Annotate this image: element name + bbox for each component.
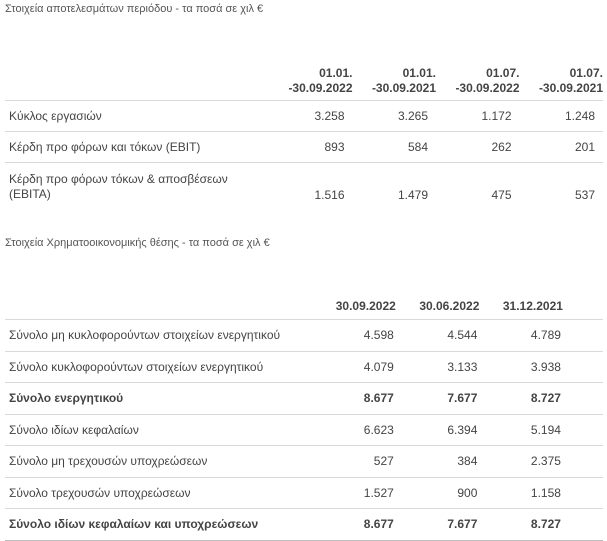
row-value: 384 <box>396 446 480 478</box>
row-value: 3.258 <box>269 101 353 132</box>
income-header-spacer <box>5 52 269 101</box>
row-value: 3.265 <box>353 101 437 132</box>
row-value: 4.598 <box>312 320 396 352</box>
header-line-2: -30.09.2022 <box>455 81 520 95</box>
row-value: 3.133 <box>396 351 480 383</box>
row-value: 201 <box>520 132 604 163</box>
table-row <box>5 446 603 478</box>
row-value: 475 <box>436 163 520 211</box>
balance-header-col-1: 30.09.2022 <box>335 299 396 313</box>
balance-header-col-2: 30.06.2022 <box>419 299 480 313</box>
income-header-col-2 <box>353 52 437 101</box>
header-line-1: 01.07. <box>569 66 603 80</box>
row-label: Σύνολο μη τρεχουσών υποχρεώσεων <box>5 446 312 478</box>
row-pad <box>563 383 603 415</box>
row-label: Κέρδη προ φόρων και τόκων (EBIT) <box>5 132 269 163</box>
header-line-2: -30.09.2021 <box>538 81 603 95</box>
row-value: 537 <box>520 163 604 211</box>
row-value: 584 <box>353 132 437 163</box>
row-value: 7.677 <box>396 383 480 415</box>
row-value: 1.479 <box>353 163 437 211</box>
row-value: 6.623 <box>312 414 396 446</box>
row-label: Σύνολο ενεργητικού <box>5 383 312 415</box>
row-pad <box>563 320 603 352</box>
income-table <box>5 52 603 210</box>
income-header-row <box>5 52 603 101</box>
row-value: 1.248 <box>520 101 604 132</box>
row-label: Σύνολο μη κυκλοφορούντων στοιχείων ενεργητικού <box>5 320 312 352</box>
row-value: 893 <box>269 132 353 163</box>
row-value: 262 <box>436 132 520 163</box>
row-value: 1.172 <box>436 101 520 132</box>
row-value: 4.079 <box>312 351 396 383</box>
row-value: 8.727 <box>479 509 563 541</box>
table-row-total <box>5 509 603 541</box>
balance-header-spacer <box>5 283 312 320</box>
header-line-1: 01.01. <box>319 66 353 80</box>
balance-header-row <box>5 283 603 320</box>
income-header-col-1 <box>269 52 353 101</box>
row-value: 8.677 <box>312 509 396 541</box>
row-value: 3.938 <box>479 351 563 383</box>
row-value: 8.727 <box>479 383 563 415</box>
header-line-1: 01.07. <box>486 66 520 80</box>
row-value: 5.194 <box>479 414 563 446</box>
row-pad <box>563 446 603 478</box>
header-line-2: -30.09.2021 <box>371 81 436 95</box>
row-value: 900 <box>396 477 480 509</box>
header-line-2: -30.09.2022 <box>288 81 353 95</box>
row-label: Κέρδη προ φόρων τόκων & αποσβέσεων (EBITA) <box>5 163 269 211</box>
table-row <box>5 320 603 352</box>
table-row <box>5 477 603 509</box>
row-pad <box>563 477 603 509</box>
header-line-1: 01.01. <box>402 66 436 80</box>
income-header-col-4 <box>520 52 604 101</box>
table-row <box>5 351 603 383</box>
row-value: 6.394 <box>396 414 480 446</box>
row-label: Σύνολο ιδίων κεφαλαίων και υποχρεώσεων <box>5 509 312 541</box>
row-label: Κύκλος εργασιών <box>5 101 269 132</box>
table-row <box>5 132 603 163</box>
row-label: Σύνολο ιδίων κεφαλαίων <box>5 414 312 446</box>
balance-header-col-3: 31.12.2021 <box>502 299 563 313</box>
table-row-total <box>5 383 603 415</box>
balance-caption: Στοιχεία Χρηματοοικονομικής θέσης - τα ποσά σε χιλ € <box>5 237 270 249</box>
row-label: Σύνολο κυκλοφορούντων στοιχείων ενεργητικού <box>5 351 312 383</box>
row-value: 2.375 <box>479 446 563 478</box>
row-pad <box>563 509 603 541</box>
row-value: 1.516 <box>269 163 353 211</box>
table-row <box>5 163 603 211</box>
row-value: 1.527 <box>312 477 396 509</box>
row-value: 527 <box>312 446 396 478</box>
balance-header-pad <box>563 283 603 320</box>
income-caption: Στοιχεία αποτελεσμάτων περιόδου - τα ποσά σε χιλ € <box>5 3 264 15</box>
row-value: 1.158 <box>479 477 563 509</box>
row-pad <box>563 351 603 383</box>
row-pad <box>563 414 603 446</box>
row-value: 8.677 <box>312 383 396 415</box>
row-value: 7.677 <box>396 509 480 541</box>
row-value: 4.544 <box>396 320 480 352</box>
table-row <box>5 101 603 132</box>
balance-table <box>5 283 603 541</box>
row-label: Σύνολο τρεχουσών υποχρεώσεων <box>5 477 312 509</box>
row-value: 4.789 <box>479 320 563 352</box>
table-row <box>5 414 603 446</box>
income-header-col-3 <box>436 52 520 101</box>
